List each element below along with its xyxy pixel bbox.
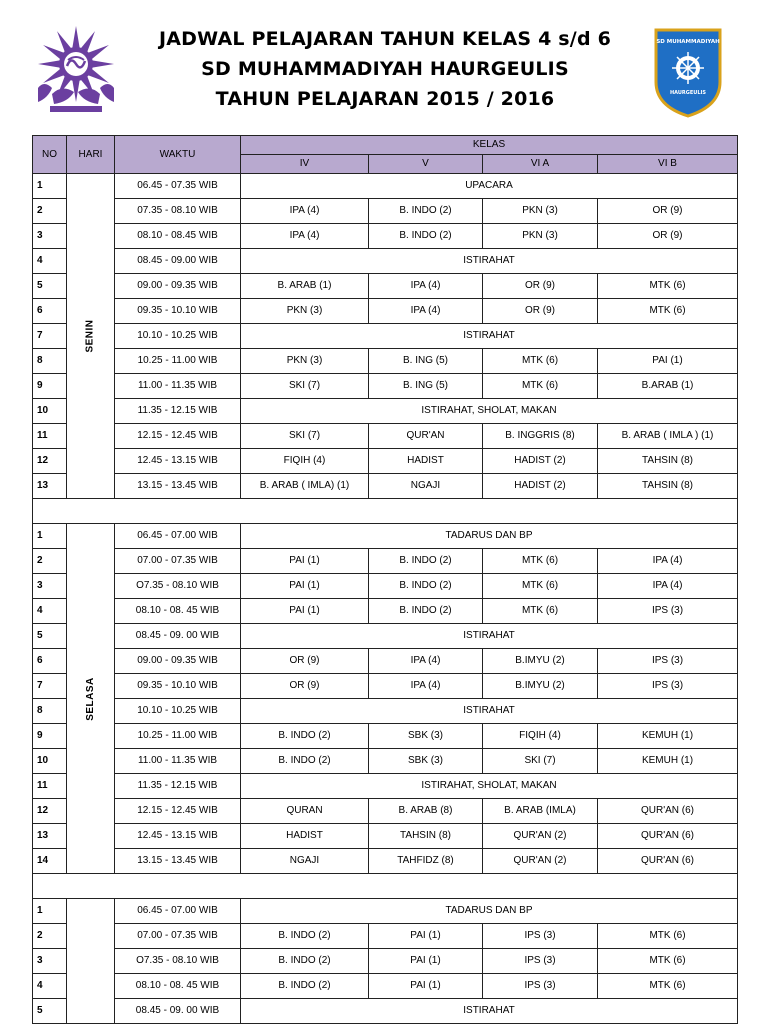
subject-cell: B. INDO (2) bbox=[241, 949, 369, 974]
subject-cell: IPS (3) bbox=[598, 674, 738, 699]
row-number: 3 bbox=[33, 574, 67, 599]
subject-cell: B. ARAB (IMLA) bbox=[483, 799, 598, 824]
row-number: 8 bbox=[33, 699, 67, 724]
title-line-1: JADWAL PELAJARAN TAHUN KELAS 4 s/d 6 bbox=[159, 28, 611, 50]
subject-cell: QUR'AN (6) bbox=[598, 849, 738, 874]
time-cell: 07.35 - 08.10 WIB bbox=[115, 199, 241, 224]
table-row bbox=[33, 274, 738, 299]
subject-cell: B. INGGRIS (8) bbox=[483, 424, 598, 449]
table-row bbox=[33, 424, 738, 449]
row-number: 9 bbox=[33, 724, 67, 749]
row-number: 5 bbox=[33, 999, 67, 1024]
subject-cell: B. INDO (2) bbox=[241, 924, 369, 949]
subject-cell: QUR'AN (2) bbox=[483, 824, 598, 849]
table-row bbox=[33, 999, 738, 1024]
subject-cell: PKN (3) bbox=[241, 349, 369, 374]
activity-cell: ISTIRAHAT, SHOLAT, MAKAN bbox=[241, 774, 738, 799]
subject-cell: FIQIH (4) bbox=[483, 724, 598, 749]
title-block bbox=[120, 24, 650, 114]
activity-cell: ISTIRAHAT bbox=[241, 324, 738, 349]
table-row bbox=[33, 199, 738, 224]
table-row bbox=[33, 299, 738, 324]
time-cell: 07.00 - 07.35 WIB bbox=[115, 549, 241, 574]
subject-cell: PAI (1) bbox=[369, 974, 483, 999]
row-number: 6 bbox=[33, 649, 67, 674]
subject-cell: IPA (4) bbox=[598, 549, 738, 574]
subject-cell: HADIST bbox=[369, 449, 483, 474]
header-hari: HARI bbox=[67, 136, 115, 174]
time-cell: 12.45 - 13.15 WIB bbox=[115, 824, 241, 849]
subject-cell: B.ARAB (1) bbox=[598, 374, 738, 399]
table-row bbox=[33, 174, 738, 199]
subject-cell: OR (9) bbox=[241, 649, 369, 674]
table-header bbox=[33, 136, 738, 174]
subject-cell: MTK (6) bbox=[483, 599, 598, 624]
subject-cell: IPS (3) bbox=[483, 974, 598, 999]
table-row bbox=[33, 899, 738, 924]
subject-cell: OR (9) bbox=[483, 274, 598, 299]
subject-cell: IPA (4) bbox=[369, 649, 483, 674]
table-row bbox=[33, 749, 738, 774]
header-class-v: V bbox=[369, 155, 483, 174]
subject-cell: IPA (4) bbox=[369, 274, 483, 299]
time-cell: 08.10 - 08.45 WIB bbox=[115, 224, 241, 249]
table-row bbox=[33, 649, 738, 674]
subject-cell: MTK (6) bbox=[598, 299, 738, 324]
subject-cell: PKN (3) bbox=[241, 299, 369, 324]
time-cell: 12.15 - 12.45 WIB bbox=[115, 424, 241, 449]
activity-cell: TADARUS DAN BP bbox=[241, 899, 738, 924]
day-name: SENIN bbox=[84, 319, 96, 353]
row-number: 9 bbox=[33, 374, 67, 399]
subject-cell: B.IMYU (2) bbox=[483, 649, 598, 674]
subject-cell: MTK (6) bbox=[483, 574, 598, 599]
subject-cell: MTK (6) bbox=[598, 274, 738, 299]
row-number: 12 bbox=[33, 449, 67, 474]
row-number: 12 bbox=[33, 799, 67, 824]
title-line-2: SD MUHAMMADIYAH HAURGEULIS bbox=[201, 58, 569, 80]
subject-cell: QUR'AN (2) bbox=[483, 849, 598, 874]
subject-cell: PAI (1) bbox=[241, 599, 369, 624]
subject-cell: IPA (4) bbox=[369, 299, 483, 324]
table-row bbox=[33, 849, 738, 874]
time-cell: O7.35 - 08.10 WIB bbox=[115, 574, 241, 599]
time-cell: 11.35 - 12.15 WIB bbox=[115, 399, 241, 424]
time-cell: 12.45 - 13.15 WIB bbox=[115, 449, 241, 474]
table-row bbox=[33, 674, 738, 699]
subject-cell: IPS (3) bbox=[598, 649, 738, 674]
subject-cell: PAI (1) bbox=[369, 949, 483, 974]
table-row bbox=[33, 799, 738, 824]
row-number: 11 bbox=[33, 424, 67, 449]
subject-cell: MTK (6) bbox=[598, 924, 738, 949]
subject-cell: IPS (3) bbox=[483, 924, 598, 949]
subject-cell: MTK (6) bbox=[483, 549, 598, 574]
table-row bbox=[33, 449, 738, 474]
time-cell: 11.00 - 11.35 WIB bbox=[115, 749, 241, 774]
row-number: 3 bbox=[33, 949, 67, 974]
table-row bbox=[33, 349, 738, 374]
table-row bbox=[33, 949, 738, 974]
subject-cell: IPS (3) bbox=[483, 949, 598, 974]
subject-cell: IPA (4) bbox=[598, 574, 738, 599]
time-cell: 06.45 - 07.00 WIB bbox=[115, 524, 241, 549]
subject-cell: SKI (7) bbox=[483, 749, 598, 774]
subject-cell: SKI (7) bbox=[241, 374, 369, 399]
subject-cell: B. ING (5) bbox=[369, 374, 483, 399]
table-row bbox=[33, 374, 738, 399]
time-cell: 13.15 - 13.45 WIB bbox=[115, 849, 241, 874]
subject-cell: PKN (3) bbox=[483, 199, 598, 224]
table-row bbox=[33, 399, 738, 424]
table-row bbox=[33, 474, 738, 499]
table-row bbox=[33, 324, 738, 349]
day-name: SELASA bbox=[84, 676, 96, 721]
table-row bbox=[33, 224, 738, 249]
subject-cell: IPS (3) bbox=[598, 599, 738, 624]
activity-cell: ISTIRAHAT, SHOLAT, MAKAN bbox=[241, 399, 738, 424]
time-cell: 07.00 - 07.35 WIB bbox=[115, 924, 241, 949]
day-cell bbox=[67, 524, 115, 874]
subject-cell: OR (9) bbox=[598, 224, 738, 249]
row-number: 4 bbox=[33, 974, 67, 999]
table-row bbox=[33, 924, 738, 949]
subject-cell: HADIST bbox=[241, 824, 369, 849]
row-number: 4 bbox=[33, 249, 67, 274]
subject-cell: MTK (6) bbox=[483, 374, 598, 399]
subject-cell: B. INDO (2) bbox=[369, 599, 483, 624]
time-cell: 10.25 - 11.00 WIB bbox=[115, 349, 241, 374]
subject-cell: NGAJI bbox=[241, 849, 369, 874]
table-body bbox=[33, 174, 738, 1024]
subject-cell: QUR'AN bbox=[369, 424, 483, 449]
activity-cell: ISTIRAHAT bbox=[241, 249, 738, 274]
header-waktu: WAKTU bbox=[115, 136, 241, 174]
time-cell: 09.00 - 09.35 WIB bbox=[115, 274, 241, 299]
subject-cell: IPA (4) bbox=[241, 224, 369, 249]
subject-cell: PAI (1) bbox=[369, 924, 483, 949]
activity-cell: ISTIRAHAT bbox=[241, 699, 738, 724]
subject-cell: MTK (6) bbox=[598, 974, 738, 999]
svg-text:SD MUHAMMADIYAH: SD MUHAMMADIYAH bbox=[656, 39, 720, 45]
day-separator-cell bbox=[33, 874, 738, 899]
subject-cell: KEMUH (1) bbox=[598, 724, 738, 749]
time-cell: 09.35 - 10.10 WIB bbox=[115, 299, 241, 324]
row-number: 7 bbox=[33, 324, 67, 349]
table-row bbox=[33, 524, 738, 549]
subject-cell: B. ING (5) bbox=[369, 349, 483, 374]
table-row bbox=[33, 624, 738, 649]
row-number: 5 bbox=[33, 274, 67, 299]
row-number: 7 bbox=[33, 674, 67, 699]
activity-cell: TADARUS DAN BP bbox=[241, 524, 738, 549]
time-cell: 10.10 - 10.25 WIB bbox=[115, 324, 241, 349]
day-separator bbox=[33, 874, 738, 899]
subject-cell: KEMUH (1) bbox=[598, 749, 738, 774]
day-separator-cell bbox=[33, 499, 738, 524]
table-row bbox=[33, 699, 738, 724]
row-number: 14 bbox=[33, 849, 67, 874]
subject-cell: QUR'AN (6) bbox=[598, 799, 738, 824]
row-number: 4 bbox=[33, 599, 67, 624]
subject-cell: HADIST (2) bbox=[483, 474, 598, 499]
subject-cell: PAI (1) bbox=[241, 574, 369, 599]
subject-cell: QURAN bbox=[241, 799, 369, 824]
time-cell: 08.45 - 09. 00 WIB bbox=[115, 624, 241, 649]
document-header bbox=[0, 0, 768, 130]
subject-cell: PAI (1) bbox=[598, 349, 738, 374]
subject-cell: B. ARAB ( IMLA ) (1) bbox=[598, 424, 738, 449]
table-row bbox=[33, 574, 738, 599]
time-cell: 09.00 - 09.35 WIB bbox=[115, 649, 241, 674]
header-class-iv: IV bbox=[241, 155, 369, 174]
subject-cell: TAHSIN (8) bbox=[598, 474, 738, 499]
subject-cell: OR (9) bbox=[598, 199, 738, 224]
row-number: 3 bbox=[33, 224, 67, 249]
header-kelas: KELAS bbox=[241, 136, 738, 155]
time-cell: 10.10 - 10.25 WIB bbox=[115, 699, 241, 724]
subject-cell: FIQIH (4) bbox=[241, 449, 369, 474]
row-number: 6 bbox=[33, 299, 67, 324]
subject-cell: B. INDO (2) bbox=[369, 549, 483, 574]
subject-cell: HADIST (2) bbox=[483, 449, 598, 474]
table-row bbox=[33, 774, 738, 799]
header-no: NO bbox=[33, 136, 67, 174]
subject-cell: B. INDO (2) bbox=[241, 974, 369, 999]
subject-cell: B. INDO (2) bbox=[369, 224, 483, 249]
row-number: 1 bbox=[33, 524, 67, 549]
subject-cell: MTK (6) bbox=[598, 949, 738, 974]
subject-cell: B. INDO (2) bbox=[241, 749, 369, 774]
time-cell: 11.35 - 12.15 WIB bbox=[115, 774, 241, 799]
row-number: 2 bbox=[33, 549, 67, 574]
subject-cell: IPA (4) bbox=[369, 674, 483, 699]
day-cell bbox=[67, 899, 115, 1024]
subject-cell: B. ARAB (8) bbox=[369, 799, 483, 824]
time-cell: 08.45 - 09. 00 WIB bbox=[115, 999, 241, 1024]
subject-cell: MTK (6) bbox=[483, 349, 598, 374]
subject-cell: PKN (3) bbox=[483, 224, 598, 249]
subject-cell: OR (9) bbox=[241, 674, 369, 699]
title-line-3: TAHUN PELAJARAN 2015 / 2016 bbox=[215, 88, 555, 110]
subject-cell: QUR'AN (6) bbox=[598, 824, 738, 849]
row-number: 11 bbox=[33, 774, 67, 799]
subject-cell: NGAJI bbox=[369, 474, 483, 499]
row-number: 2 bbox=[33, 199, 67, 224]
muhammadiyah-emblem-icon bbox=[30, 24, 122, 118]
table-row bbox=[33, 974, 738, 999]
header-class-via: VI A bbox=[483, 155, 598, 174]
day-separator bbox=[33, 499, 738, 524]
subject-cell: IPA (4) bbox=[241, 199, 369, 224]
table-row bbox=[33, 824, 738, 849]
time-cell: 10.25 - 11.00 WIB bbox=[115, 724, 241, 749]
subject-cell: PAI (1) bbox=[241, 549, 369, 574]
row-number: 1 bbox=[33, 174, 67, 199]
row-number: 8 bbox=[33, 349, 67, 374]
svg-text:HAURGEULIS: HAURGEULIS bbox=[669, 90, 707, 96]
activity-cell: ISTIRAHAT bbox=[241, 624, 738, 649]
time-cell: 11.00 - 11.35 WIB bbox=[115, 374, 241, 399]
subject-cell: OR (9) bbox=[483, 299, 598, 324]
subject-cell: B. INDO (2) bbox=[241, 724, 369, 749]
subject-cell: B. INDO (2) bbox=[369, 574, 483, 599]
schedule-table bbox=[32, 135, 738, 1024]
activity-cell: ISTIRAHAT bbox=[241, 999, 738, 1024]
day-cell bbox=[67, 174, 115, 499]
subject-cell: B.IMYU (2) bbox=[483, 674, 598, 699]
header-class-vib: VI B bbox=[598, 155, 738, 174]
row-number: 13 bbox=[33, 474, 67, 499]
time-cell: 12.15 - 12.45 WIB bbox=[115, 799, 241, 824]
row-number: 1 bbox=[33, 899, 67, 924]
table-row bbox=[33, 724, 738, 749]
row-number: 13 bbox=[33, 824, 67, 849]
row-number: 10 bbox=[33, 399, 67, 424]
time-cell: O7.35 - 08.10 WIB bbox=[115, 949, 241, 974]
time-cell: 06.45 - 07.00 WIB bbox=[115, 899, 241, 924]
subject-cell: B. ARAB (1) bbox=[241, 274, 369, 299]
table-row bbox=[33, 549, 738, 574]
subject-cell: TAHSIN (8) bbox=[369, 824, 483, 849]
school-shield-icon bbox=[652, 26, 724, 118]
table-row bbox=[33, 249, 738, 274]
subject-cell: SBK (3) bbox=[369, 749, 483, 774]
subject-cell: SKI (7) bbox=[241, 424, 369, 449]
subject-cell: B. ARAB ( IMLA) (1) bbox=[241, 474, 369, 499]
row-number: 5 bbox=[33, 624, 67, 649]
subject-cell: TAHSIN (8) bbox=[598, 449, 738, 474]
time-cell: 09.35 - 10.10 WIB bbox=[115, 674, 241, 699]
activity-cell: UPACARA bbox=[241, 174, 738, 199]
time-cell: 06.45 - 07.35 WIB bbox=[115, 174, 241, 199]
subject-cell: SBK (3) bbox=[369, 724, 483, 749]
time-cell: 08.10 - 08. 45 WIB bbox=[115, 599, 241, 624]
time-cell: 13.15 - 13.45 WIB bbox=[115, 474, 241, 499]
table-row bbox=[33, 599, 738, 624]
row-number: 10 bbox=[33, 749, 67, 774]
subject-cell: B. INDO (2) bbox=[369, 199, 483, 224]
time-cell: 08.10 - 08. 45 WIB bbox=[115, 974, 241, 999]
row-number: 2 bbox=[33, 924, 67, 949]
time-cell: 08.45 - 09.00 WIB bbox=[115, 249, 241, 274]
subject-cell: TAHFIDZ (8) bbox=[369, 849, 483, 874]
